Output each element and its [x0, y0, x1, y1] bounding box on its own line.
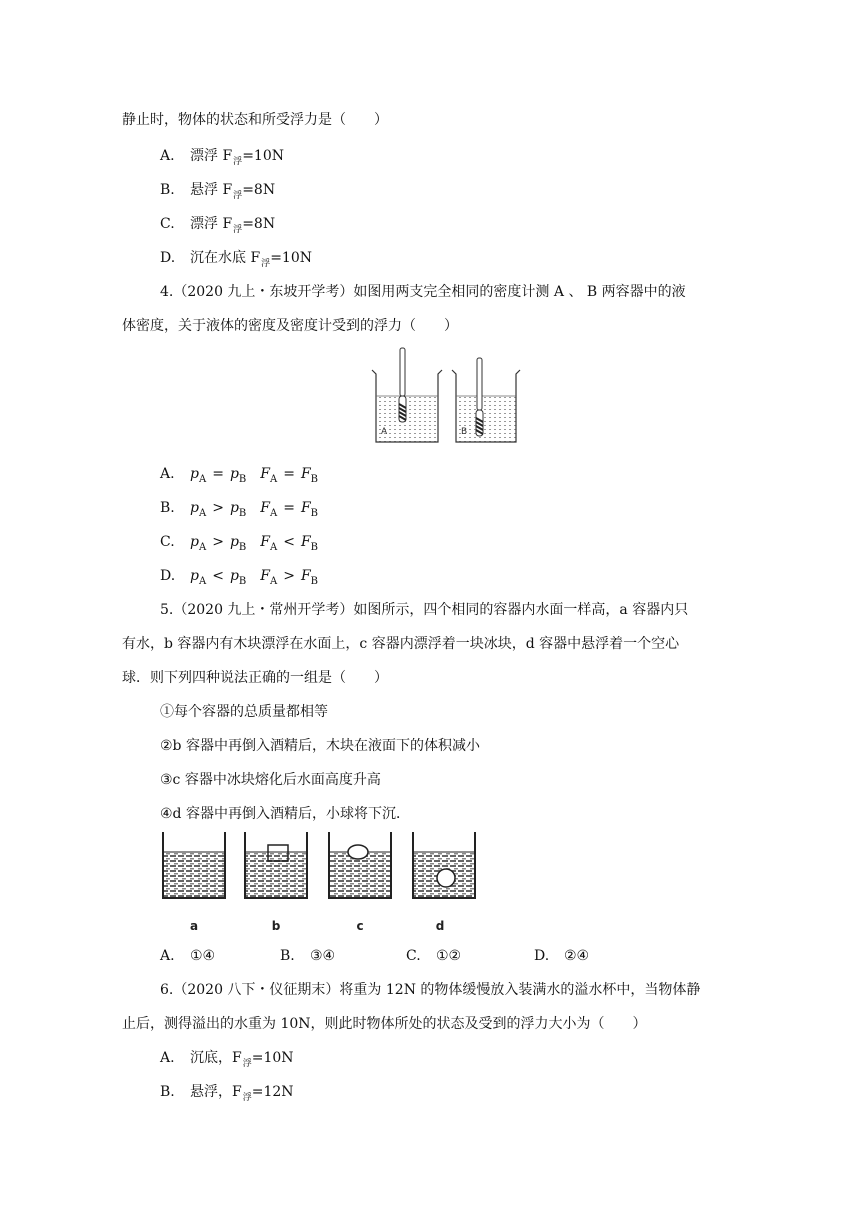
q5-options: A. ①④ B. ③④ C. ①② D. ②④: [160, 948, 590, 964]
q5-statement-2: ②b 容器中再倒入酒精后，木块在液面下的体积减小: [160, 738, 480, 754]
q4-line1: 4.（2020 九上・东坡开学考）如图用两支完全相同的密度计测 A 、 B 两容器中的液: [160, 284, 686, 300]
q5-statement-3: ③c 容器中冰块熔化后水面高度升高: [160, 772, 381, 788]
container-c: [329, 832, 391, 933]
q6-line1: 6.（2020 八下・仪征期末）将重为 12N 的物体缓慢放入装满水的溢水杯中，当物体静: [160, 982, 701, 998]
q3-option-b: B. 悬浮 $F_浮=8N$: [160, 182, 276, 201]
q5-line2: 有水，b 容器内有木块漂浮在水面上，c 容器内漂浮着一块冰块，d 容器中悬浮着一个空心: [122, 636, 680, 652]
container-b: [245, 832, 307, 933]
q6-option-a: A. 沉底，$F_浮=10N$: [160, 1050, 294, 1069]
q4-hydrometer-figure: [368, 344, 528, 448]
beaker-a-label: A: [381, 427, 388, 437]
q5-line1: 5.（2020 九上・常州开学考）如图所示，四个相同的容器内水面一样高，a 容器内只: [160, 602, 689, 618]
q5-statement-4: ④d 容器中再倒入酒精后，小球将下沉．: [160, 806, 410, 822]
container-b-label: b: [271, 919, 281, 933]
container-d: [413, 832, 475, 933]
q4-option-a: A. $p_A = p_B$ $F_A = F_B$: [160, 466, 319, 485]
container-a: [163, 832, 225, 933]
hollow-ball: [437, 869, 455, 887]
q5-containers-figure: [154, 830, 494, 938]
beaker-b-label: B: [461, 427, 468, 437]
container-c-label: c: [356, 919, 364, 933]
beaker-b: [452, 358, 520, 442]
container-a-label: a: [189, 919, 199, 933]
q4-option-b: B. $p_A > p_B$ $F_A = F_B$: [160, 500, 319, 519]
q3-option-a: A. 漂浮 $F_浮=10N$: [160, 148, 284, 167]
q5-line3: 球．则下列四种说法正确的一组是（ ）: [122, 670, 388, 686]
q6-option-b: B. 悬浮，$F_浮=12N$: [160, 1084, 294, 1103]
q4-line2: 体密度，关于液体的密度及密度计受到的浮力（ ）: [122, 318, 458, 334]
q3-option-c: C. 漂浮 $F_浮=8N$: [160, 216, 276, 235]
ice-block: [348, 845, 368, 859]
q4-option-d: D. $p_A < p_B$ $F_A > F_B$: [160, 568, 319, 587]
q6-line2: 止后，测得溢出的水重为 10N，则此时物体所处的状态及受到的浮力大小为（ ）: [122, 1016, 647, 1032]
q4-option-c: C. $p_A > p_B$ $F_A < F_B$: [160, 534, 319, 553]
beaker-a: [372, 348, 442, 442]
container-d-label: d: [435, 919, 445, 933]
q3-stem: 静止时，物体的状态和所受浮力是（ ）: [122, 112, 388, 128]
q5-statement-1: ①每个容器的总质量都相等: [160, 704, 328, 720]
q3-option-d: D. 沉在水底 $F_浮=10N$: [160, 250, 312, 269]
